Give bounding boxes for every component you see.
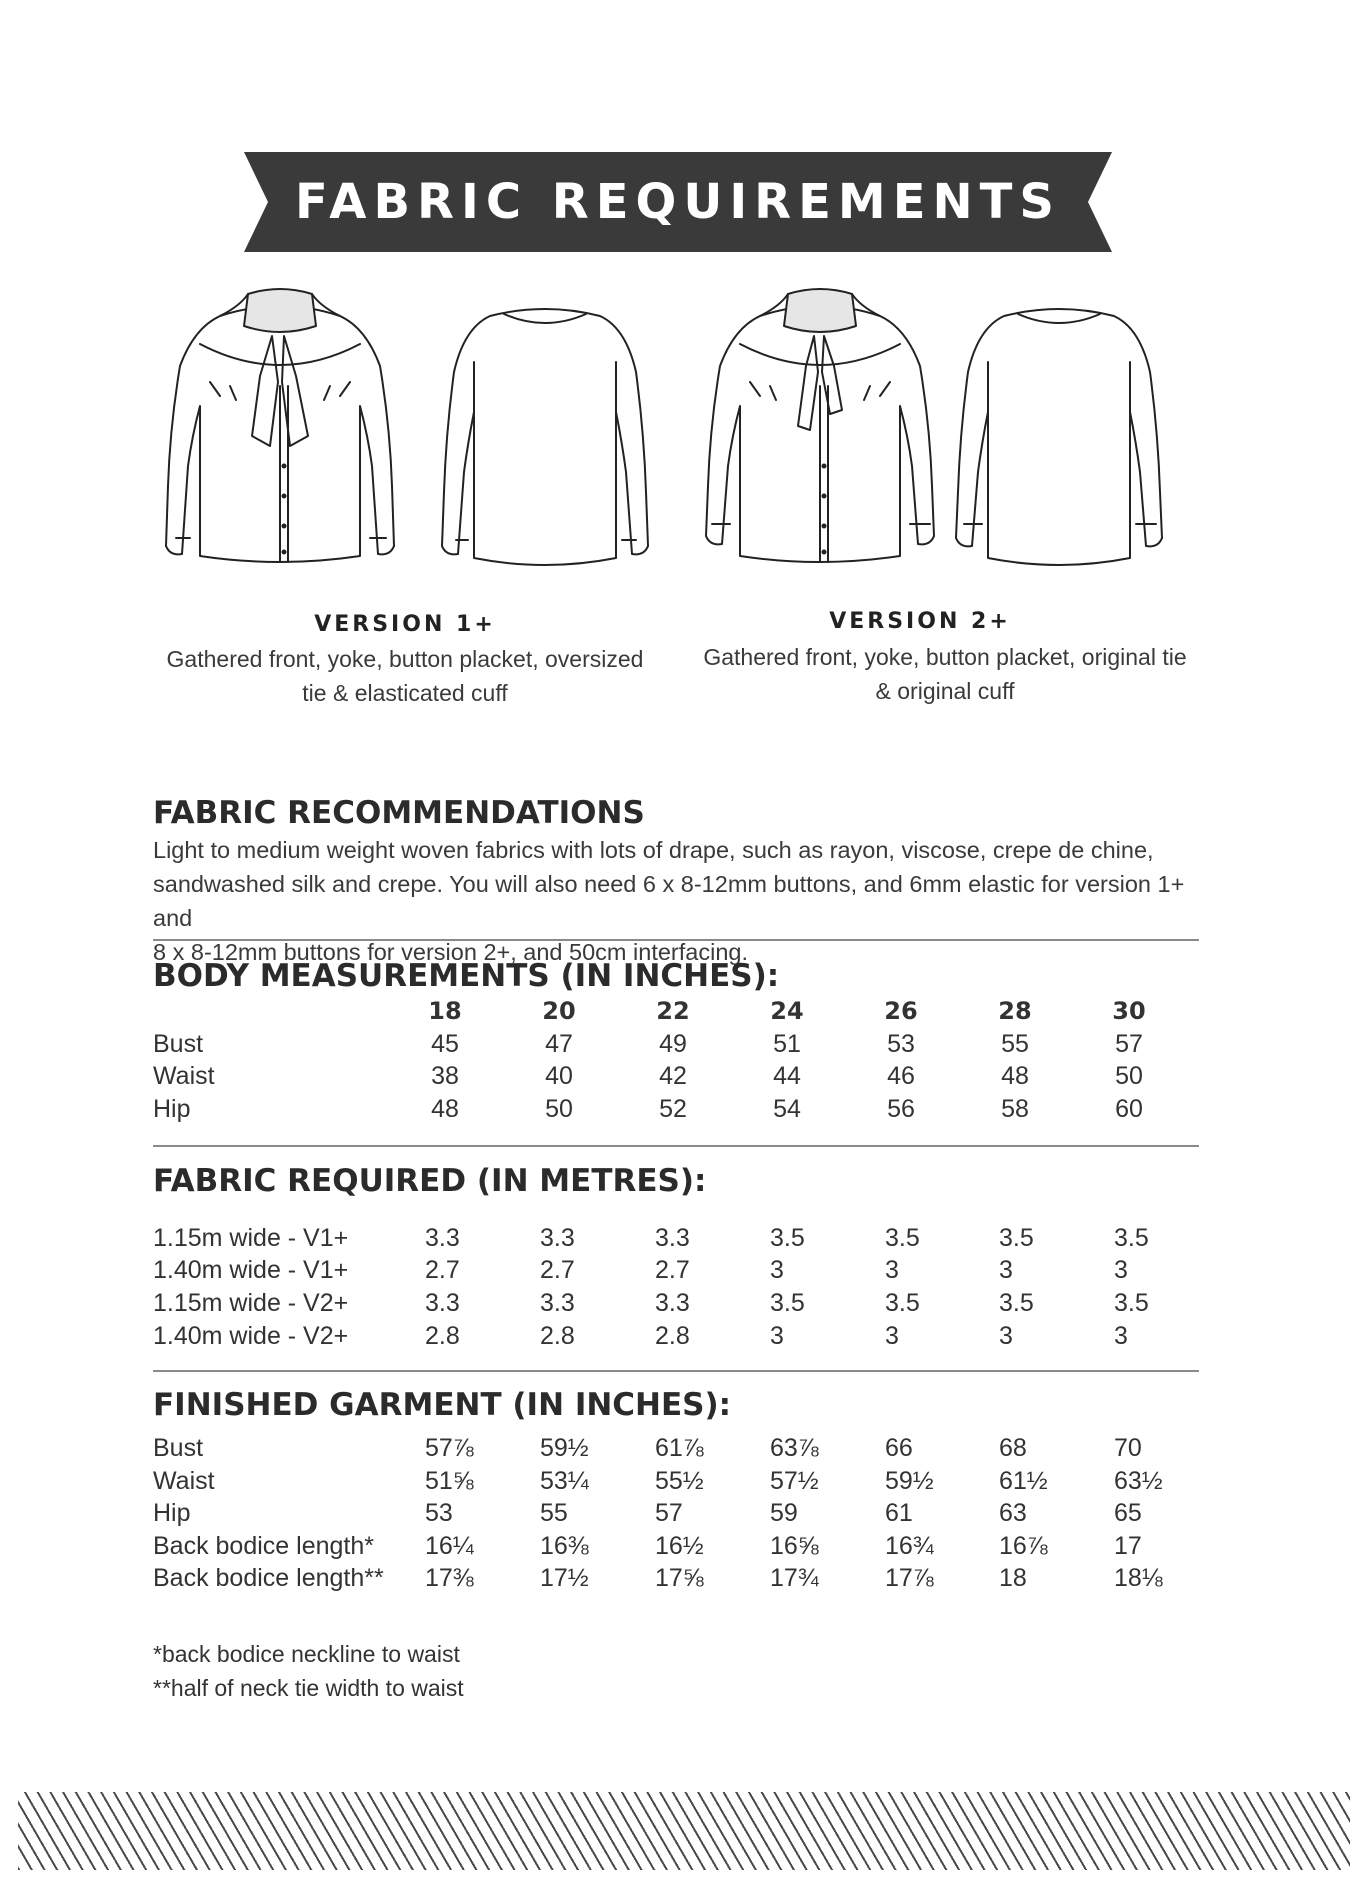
table-cell: 3.5 [1114,1289,1149,1317]
version-2-desc-line-1: Gathered front, yoke, button placket, original tie [703,644,1187,670]
table-cell: 61½ [999,1467,1048,1495]
table-cell: 63⅞ [770,1434,819,1462]
table-cell: 53 [425,1499,453,1527]
table-cell: 3.3 [425,1224,460,1252]
table-cell: 68 [999,1434,1027,1462]
table-cell: 3 [770,1322,784,1350]
size-header: 30 [1112,997,1146,1025]
table-cell: 54 [773,1095,801,1123]
table-cell: 45 [431,1030,459,1058]
table-cell: 48 [1001,1062,1029,1090]
fabric-row [0,1287,1352,1319]
table-cell: 49 [659,1030,687,1058]
table-cell: 3.5 [999,1289,1034,1317]
table-cell: 3 [885,1322,899,1350]
table-cell: 2.8 [540,1322,575,1350]
row-label: 1.15m wide - V1+ [153,1224,349,1252]
table-cell: 3.5 [885,1224,920,1252]
table-cell: 3 [999,1322,1013,1350]
body-row-waist [0,1060,1352,1092]
recommendations-text [153,833,1203,969]
row-label: Hip [153,1095,191,1123]
table-cell: 63 [999,1499,1027,1527]
table-cell: 51⅝ [425,1467,474,1495]
table-cell: 48 [431,1095,459,1123]
version-1-desc-line-2: tie & elasticated cuff [302,680,508,706]
table-cell: 57⅞ [425,1434,474,1462]
table-cell: 61⅞ [655,1434,704,1462]
row-label: 1.15m wide - V2+ [153,1289,349,1317]
table-cell: 56 [887,1095,915,1123]
table-cell: 16⅞ [999,1532,1048,1560]
finished-garment-heading: FINISHED GARMENT (IN INCHES): [153,1387,732,1423]
footnotes [153,1637,464,1705]
body-row-hip [0,1093,1352,1125]
table-cell: 38 [431,1062,459,1090]
body-measurements-heading: BODY MEASUREMENTS (IN INCHES): [153,958,780,994]
page-title: FABRIC REQUIREMENTS [295,174,1061,230]
table-cell: 3.3 [540,1289,575,1317]
table-cell: 16¼ [425,1532,474,1560]
table-cell: 66 [885,1434,913,1462]
version-1-description [150,642,660,710]
footnote-2: **half of neck tie width to waist [153,1675,464,1701]
row-label: 1.40m wide - V1+ [153,1256,349,1284]
table-cell: 2.7 [655,1256,690,1284]
version-2-description [690,640,1200,708]
table-cell: 46 [887,1062,915,1090]
table-cell: 17⅞ [885,1564,934,1592]
table-cell: 3.3 [425,1289,460,1317]
table-cell: 3.5 [885,1289,920,1317]
table-cell: 59 [770,1499,798,1527]
table-cell: 17⅝ [655,1564,704,1592]
table-cell: 3.5 [770,1224,805,1252]
table-cell: 3.5 [770,1289,805,1317]
row-label: 1.40m wide - V2+ [153,1322,349,1350]
recommendations-line-1: Light to medium weight woven fabrics with lots of drape, such as rayon, viscose, crepe de chine, [153,837,1154,863]
table-cell: 2.8 [655,1322,690,1350]
table-cell: 53 [887,1030,915,1058]
divider-1 [153,939,1199,941]
table-cell: 16⅝ [770,1532,819,1560]
title-banner [244,152,1112,252]
fabric-required-heading: FABRIC REQUIRED (IN METRES): [153,1163,707,1199]
size-header: 24 [770,997,804,1025]
table-cell: 16½ [655,1532,704,1560]
table-cell: 44 [773,1062,801,1090]
table-cell: 58 [1001,1095,1029,1123]
table-cell: 47 [545,1030,573,1058]
recommendations-line-2: sandwashed silk and crepe. You will also need 6 x 8-12mm buttons, and 6mm elastic for version 1+ and [153,871,1185,931]
table-cell: 61 [885,1499,913,1527]
row-label: Waist [153,1062,215,1090]
version-2-title: VERSION 2+ [829,609,1011,634]
table-cell: 57 [655,1499,683,1527]
recommendations-heading: FABRIC RECOMMENDATIONS [153,795,645,831]
row-label: Bust [153,1030,204,1058]
table-cell: 60 [1115,1095,1143,1123]
fabric-row [0,1222,1352,1254]
version-1-desc-line-1: Gathered front, yoke, button placket, oversized [166,646,644,672]
divider-2 [153,1145,1199,1147]
table-cell: 18⅛ [1114,1564,1163,1592]
finished-row [0,1432,1352,1464]
version-1-back-sketch [440,302,650,576]
divider-3 [153,1370,1199,1372]
version-2-desc-line-2: & original cuff [875,678,1015,704]
table-cell: 16⅜ [540,1532,589,1560]
size-header: 20 [542,997,576,1025]
table-cell: 3.3 [655,1289,690,1317]
table-cell: 17⅜ [425,1564,474,1592]
size-header-row [0,995,1352,1027]
table-cell: 3.3 [540,1224,575,1252]
table-cell: 3 [1114,1322,1128,1350]
fabric-row [0,1320,1352,1352]
footnote-1: *back bodice neckline to waist [153,1641,460,1667]
table-cell: 55½ [655,1467,704,1495]
table-cell: 55 [1001,1030,1029,1058]
table-cell: 59½ [540,1434,589,1462]
table-cell: 52 [659,1095,687,1123]
table-cell: 3.3 [655,1224,690,1252]
finished-row [0,1530,1352,1562]
version-2-back-sketch [954,302,1164,576]
table-cell: 3.5 [1114,1224,1149,1252]
table-cell: 59½ [885,1467,934,1495]
size-header: 26 [884,997,918,1025]
table-cell: 2.7 [540,1256,575,1284]
table-cell: 50 [1115,1062,1143,1090]
table-cell: 2.7 [425,1256,460,1284]
row-label: Waist [153,1467,215,1495]
table-cell: 3 [1114,1256,1128,1284]
size-header: 22 [656,997,690,1025]
row-label: Bust [153,1434,204,1462]
row-label: Back bodice length* [153,1532,374,1560]
table-cell: 63½ [1114,1467,1163,1495]
table-cell: 3 [885,1256,899,1284]
table-cell: 42 [659,1062,687,1090]
table-cell: 3.5 [999,1224,1034,1252]
table-cell: 70 [1114,1434,1142,1462]
table-cell: 55 [540,1499,568,1527]
table-cell: 17 [1114,1532,1142,1560]
decorative-stripe-band [18,1792,1350,1870]
table-cell: 17½ [540,1564,589,1592]
version-2-front-sketch [700,286,940,576]
table-cell: 3 [770,1256,784,1284]
table-cell: 40 [545,1062,573,1090]
table-cell: 3 [999,1256,1013,1284]
table-cell: 2.8 [425,1322,460,1350]
table-cell: 57½ [770,1467,819,1495]
table-cell: 51 [773,1030,801,1058]
size-header: 28 [998,997,1032,1025]
version-1-title: VERSION 1+ [314,612,496,637]
row-label: Hip [153,1499,191,1527]
table-cell: 16¾ [885,1532,934,1560]
table-cell: 18 [999,1564,1027,1592]
finished-row [0,1497,1352,1529]
table-cell: 53¼ [540,1467,589,1495]
table-cell: 17¾ [770,1564,819,1592]
recommendations-line-3: 8 x 8-12mm buttons for version 2+, and 50cm interfacing. [153,939,748,965]
version-1-front-sketch [160,286,400,576]
row-label: Back bodice length** [153,1564,384,1592]
table-cell: 57 [1115,1030,1143,1058]
finished-row [0,1562,1352,1594]
finished-row [0,1465,1352,1497]
table-cell: 65 [1114,1499,1142,1527]
body-row-bust [0,1028,1352,1060]
fabric-row [0,1254,1352,1286]
size-header: 18 [428,997,462,1025]
table-cell: 50 [545,1095,573,1123]
